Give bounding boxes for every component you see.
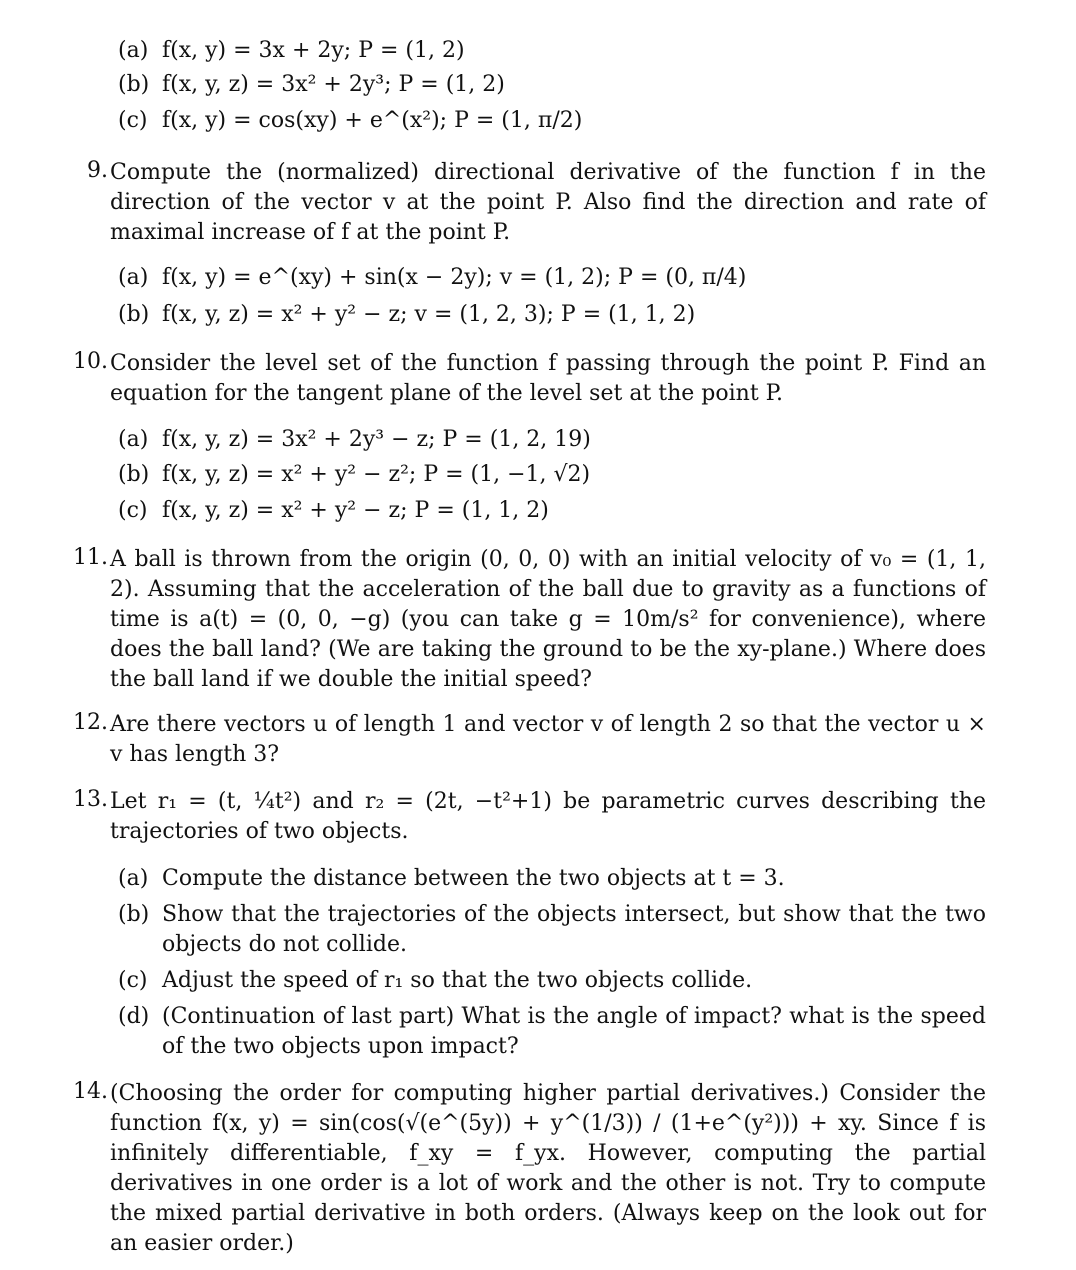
problem-number: 12. — [73, 710, 108, 735]
item-label: (b) — [118, 902, 150, 927]
problem-13-part-c — [118, 966, 986, 996]
problem-number: 9. — [87, 158, 108, 183]
problem-13 — [62, 787, 986, 847]
problem-10-part-c — [118, 498, 549, 523]
item-text: f(x, y, z) = x² + y² − z; P = (1, 1, 2) — [162, 498, 549, 523]
problem-14 — [62, 1079, 986, 1259]
item-label: (a) — [118, 866, 149, 891]
problem-12 — [62, 710, 986, 770]
problem-10 — [62, 349, 986, 409]
item-label: (c) — [118, 968, 148, 993]
problem-text: A ball is thrown from the origin (0, 0, 0) with an initial velocity of v₀ = (1, 1, 2). Assuming that the acceleration of the ball due to gravity as a functions of time is a(t) = (0, 0, −g) (you can take g = 10m/s² for convenience), where does the ball land? (We are taking the ground to be the xy-plane.) Where does the ball land if we double the initial speed? — [110, 547, 986, 692]
problem-9-part-a — [118, 265, 746, 290]
problem-13-part-a — [118, 864, 986, 894]
top-item-c — [118, 108, 582, 133]
problem-text: Consider the level set of the function f passing through the point P. Find an equation for the tangent plane of the level set at the point P. — [110, 351, 986, 406]
problem-text: Let r₁ = (t, ¼t²) and r₂ = (2t, −t²+1) be parametric curves describing the trajectories of two objects. — [110, 789, 986, 844]
problem-number: 11. — [73, 545, 108, 570]
top-item-a — [118, 38, 465, 63]
problem-9 — [62, 158, 986, 248]
problem-13-part-b — [118, 900, 986, 960]
problem-number: 10. — [73, 349, 108, 374]
problem-10-part-a — [118, 427, 591, 452]
item-label: (a) — [118, 427, 149, 452]
problem-11 — [62, 545, 986, 695]
item-text: (Continuation of last part) What is the angle of impact? what is the speed of the two objects upon impact? — [162, 1004, 986, 1059]
problem-text: Compute the (normalized) directional derivative of the function f in the direction of the vector v at the point P. Also find the direction and rate of maximal increase of f at the point P. — [110, 160, 986, 245]
item-label: (a) — [118, 265, 149, 290]
item-label: (b) — [118, 72, 150, 97]
problem-text: (Choosing the order for computing higher partial derivatives.) Consider the function f(x, y) = sin(cos(√(e^(5y)) + y^(1/3)) / (1+e^(y²))) + xy. Since f is infinitely differentiable, f_xy = f_yx. However, computing the partial derivatives in one order is a lot of work and the other is not. Try to compute the mixed partial derivative in both orders. (Always keep on the look out for an easier order.) — [110, 1081, 986, 1256]
top-item-b — [118, 72, 505, 97]
item-label: (c) — [118, 498, 148, 523]
item-text: f(x, y) = 3x + 2y; P = (1, 2) — [162, 38, 465, 63]
item-label: (a) — [118, 38, 149, 63]
problem-10-part-b — [118, 462, 590, 487]
problem-number: 13. — [73, 787, 108, 812]
item-text: Adjust the speed of r₁ so that the two objects collide. — [162, 968, 753, 993]
item-text: f(x, y, z) = x² + y² − z²; P = (1, −1, √2) — [162, 462, 591, 487]
item-text: Compute the distance between the two objects at t = 3. — [162, 866, 785, 891]
item-text: f(x, y, z) = 3x² + 2y³; P = (1, 2) — [162, 72, 505, 97]
item-label: (b) — [118, 302, 150, 327]
item-text: f(x, y) = e^(xy) + sin(x − 2y); v = (1, 2); P = (0, π/4) — [162, 265, 747, 290]
problem-number: 14. — [73, 1079, 108, 1104]
item-label: (c) — [118, 108, 148, 133]
problem-text: Are there vectors u of length 1 and vector v of length 2 so that the vector u × v has length 3? — [110, 712, 986, 767]
item-text: Show that the trajectories of the objects intersect, but show that the two objects do not collide. — [162, 902, 986, 957]
problem-9-part-b — [118, 302, 695, 327]
item-text: f(x, y) = cos(xy) + e^(x²); P = (1, π/2) — [162, 108, 583, 133]
item-label: (d) — [118, 1004, 150, 1029]
item-text: f(x, y, z) = 3x² + 2y³ − z; P = (1, 2, 19) — [162, 427, 591, 452]
item-text: f(x, y, z) = x² + y² − z; v = (1, 2, 3); P = (1, 1, 2) — [162, 302, 696, 327]
problem-13-part-d — [118, 1002, 986, 1062]
item-label: (b) — [118, 462, 150, 487]
